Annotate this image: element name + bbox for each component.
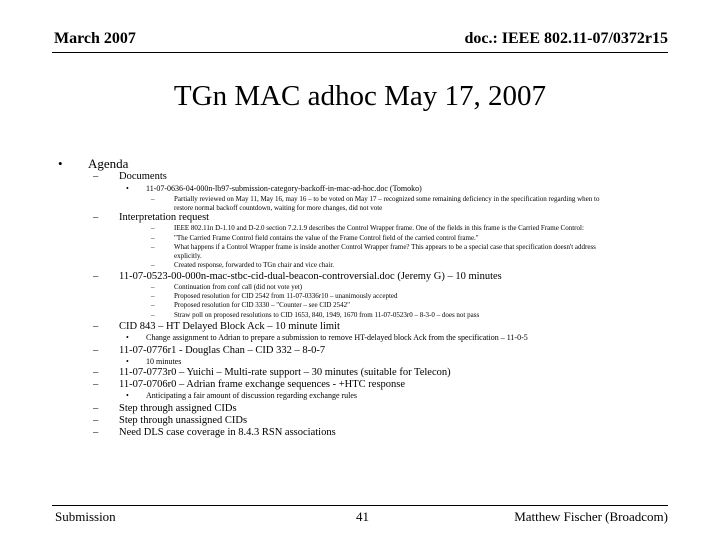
outline-item-level-4: "The Carried Frame Control field contains the value of the Frame Control field of the carried control frame.": [174, 234, 479, 242]
outline-item-level-2: Documents: [119, 171, 167, 182]
outline-item-level-4: IEEE 802.11n D-1.10 and D-2.0 section 7.2.1.9 describes the Control Wrapper frame. One of the fields in this frame is the Carried Frame Control:: [174, 224, 584, 232]
bullet-marker-level-2: –: [93, 212, 99, 223]
outline-item-level-4: What happens if a Control Wrapper frame is inside another Control Wrapper frame? This appears to be a special case that specification doesn't address: [174, 243, 596, 251]
header-date: March 2007: [54, 30, 136, 47]
bullet-marker-level-3: •: [126, 391, 129, 400]
outline-item-level-1: Agenda: [88, 156, 129, 171]
slide-title: TGn MAC adhoc May 17, 2007: [173, 80, 547, 112]
outline-item-level-2: Step through assigned CIDs: [119, 403, 237, 414]
bullet-marker-level-3: •: [126, 333, 129, 342]
outline-item-level-2: Step through unassigned CIDs: [119, 415, 248, 426]
bullet-marker-level-3: •: [126, 357, 129, 366]
outline-item-level-2: CID 843 – HT Delayed Block Ack – 10 minute limit: [119, 321, 340, 332]
outline-item-level-4: Partially reviewed on May 11, May 16, may 16 – to be voted on May 17 – recognized some remaining deficiency in the specification regarding when to: [174, 195, 600, 203]
bullet-marker-level-2: –: [93, 403, 99, 414]
outline-item-level-4: Created response, forwarded to TGn chair and vice chair.: [174, 261, 335, 269]
header-rule: [52, 52, 668, 53]
bullet-marker-level-4: –: [151, 301, 155, 309]
bullet-marker-level-4: –: [151, 243, 155, 251]
bullet-marker-level-4: –: [151, 283, 155, 291]
outline-item-level-2: 11-07-0523-00-000n-mac-stbc-cid-dual-beacon-controversial.doc (Jeremy G) – 10 minutes: [119, 271, 502, 282]
bullet-marker-level-4: –: [151, 311, 155, 319]
footer-page-number: 41: [356, 509, 369, 524]
footer-author: Matthew Fischer (Broadcom): [514, 509, 668, 524]
outline-item-level-4: Straw poll on proposed resolutions to CID 1653, 840, 1949, 1670 from 11-07-0523r0 – 8-3-0 – does not pass: [174, 311, 480, 319]
outline-item-level-4: Continuation from conf call (did not vote yet): [174, 283, 303, 291]
bullet-marker-level-2: –: [93, 367, 99, 378]
outline-item-level-4: restore normal backoff countdown, waiting for more changes, did not vote: [174, 204, 383, 212]
outline-item-level-3: 11-07-0636-04-000n-lb97-submission-category-backoff-in-mac-ad-hoc.doc (Tomoko): [146, 184, 422, 193]
bullet-marker-level-2: –: [93, 171, 99, 182]
outline-item-level-3: Change assignment to Adrian to prepare a submission to remove HT-delayed block Ack from the specification – 11-0-5: [146, 333, 528, 342]
bullet-marker-level-2: –: [93, 379, 99, 390]
bullet-marker-level-4: –: [151, 261, 155, 269]
footer-submission: Submission: [55, 509, 116, 524]
bullet-marker-level-3: •: [126, 184, 129, 193]
outline-item-level-4: Proposed resolution for CID 3330 – "Counter – see CID 2542": [174, 301, 351, 309]
outline-item-level-3: 10 minutes: [146, 357, 182, 366]
outline-item-level-4: Proposed resolution for CID 2542 from 11-07-0336r10 – unanimously accepted: [174, 292, 398, 300]
outline-item-level-2: 11-07-0773r0 – Yuichi – Multi-rate support – 30 minutes (suitable for Telecon): [119, 367, 451, 378]
outline-item-level-2: 11-07-0706r0 – Adrian frame exchange sequences - +HTC response: [119, 379, 406, 390]
bullet-marker-level-2: –: [93, 271, 99, 282]
bullet-marker-level-2: –: [93, 345, 99, 356]
header-doc-id: doc.: IEEE 802.11-07/0372r15: [464, 30, 668, 47]
bullet-marker-level-4: –: [151, 195, 155, 203]
bullet-marker-level-4: –: [151, 224, 155, 232]
bullet-marker-level-2: –: [93, 415, 99, 426]
bullet-marker-level-4: –: [151, 234, 155, 242]
outline-item-level-2: 11-07-0776r1 - Douglas Chan – CID 332 – 8-0-7: [119, 345, 326, 356]
bullet-marker-level-1: •: [58, 156, 63, 171]
outline-item-level-2: Need DLS case coverage in 8.4.3 RSN associations: [119, 427, 336, 438]
bullet-marker-level-2: –: [93, 427, 99, 438]
outline-item-level-3: Anticipating a fair amount of discussion regarding exchange rules: [146, 391, 358, 400]
outline-item-level-4: explicitly.: [174, 252, 202, 260]
footer-rule: [52, 505, 668, 506]
outline-item-level-2: Interpretation request: [119, 212, 210, 223]
bullet-marker-level-4: –: [151, 292, 155, 300]
bullet-marker-level-2: –: [93, 321, 99, 332]
